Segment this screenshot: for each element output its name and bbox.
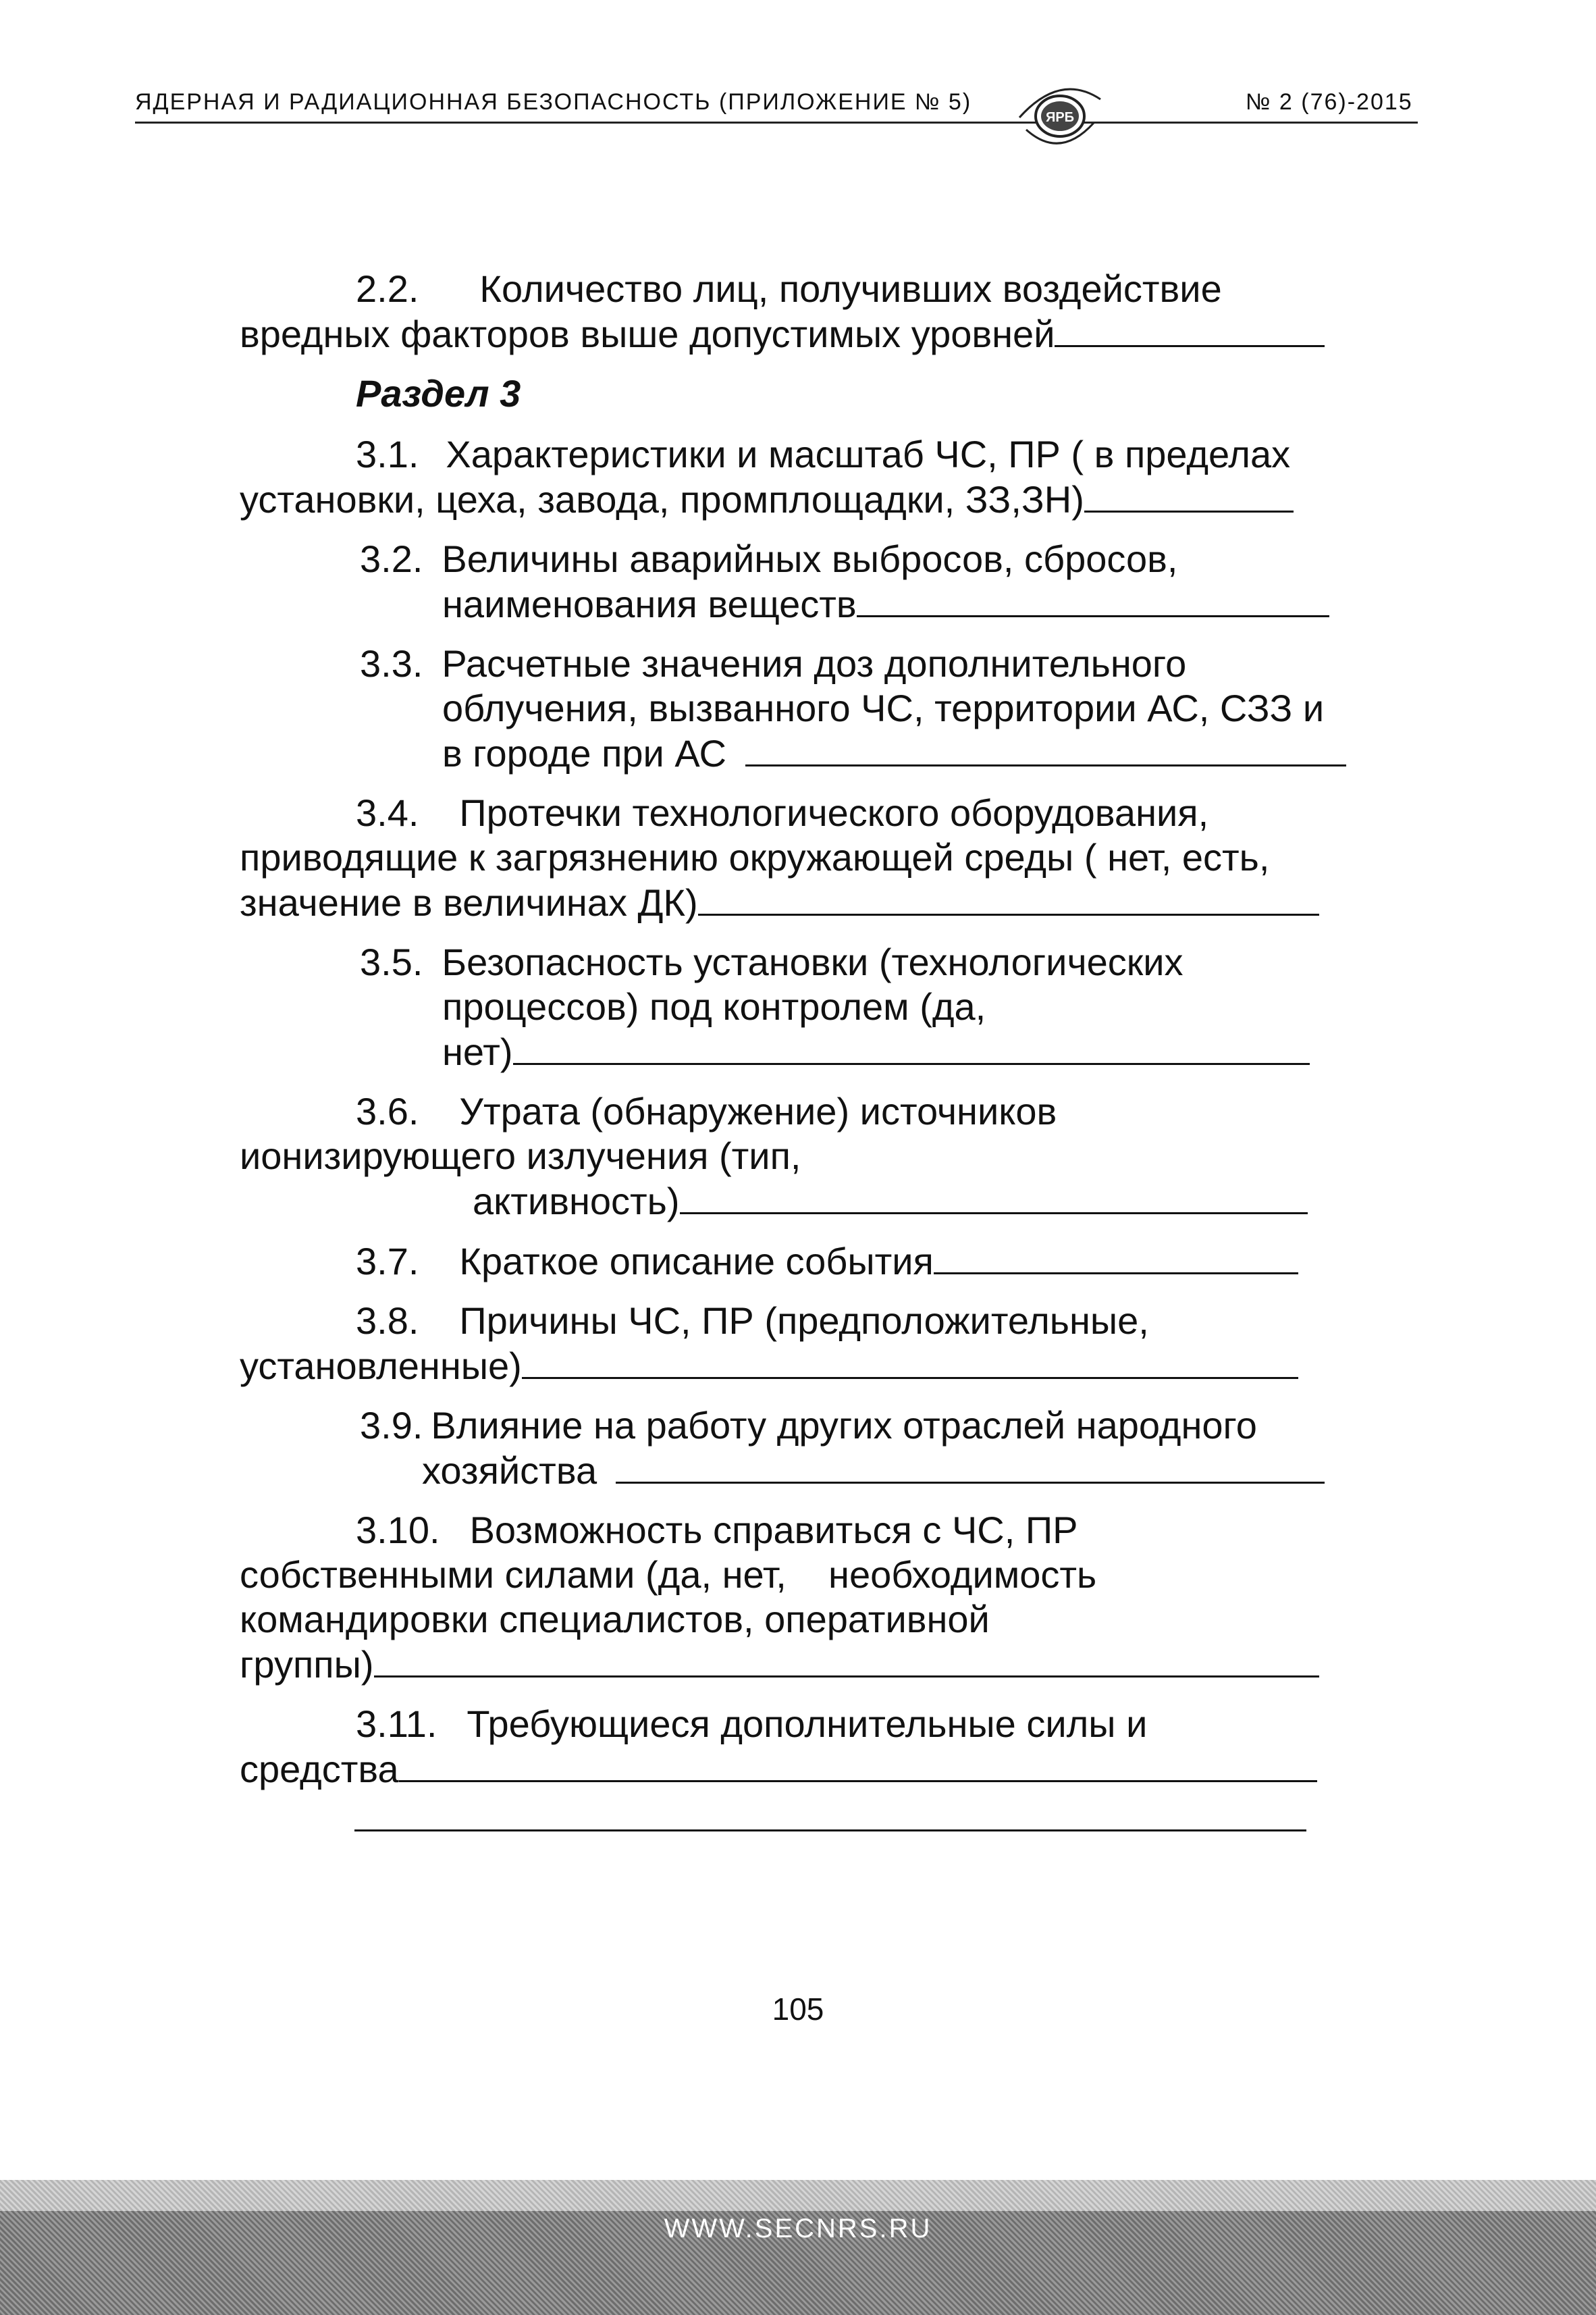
item-text: в городе при АС: [442, 732, 726, 775]
item-number: 3.9.: [360, 1404, 423, 1447]
item-number: 3.5.: [360, 941, 423, 983]
form-body: [240, 267, 1347, 1856]
item-text: наименования веществ: [442, 583, 857, 625]
item-3-4: [240, 791, 1347, 925]
item-text: Причины ЧС, ПР (предположительные,: [459, 1299, 1149, 1342]
blank-field[interactable]: [1055, 311, 1325, 347]
item-text: Величины аварийных выбросов, сбросов,: [442, 538, 1178, 580]
item-number: 3.6.: [356, 1090, 419, 1133]
blank-field[interactable]: [522, 1343, 1298, 1379]
item-text: средства: [240, 1748, 399, 1790]
item-text: собственными силами (да, нет, необходимость: [240, 1553, 1097, 1596]
item-2-2: [240, 267, 1347, 357]
item-3-2: [240, 537, 1347, 627]
blank-field[interactable]: [374, 1642, 1319, 1677]
item-number: 3.1.: [356, 433, 419, 475]
blank-field[interactable]: [680, 1178, 1308, 1214]
item-3-7: [240, 1239, 1347, 1284]
header-rule: [135, 122, 1418, 124]
blank-field[interactable]: [934, 1239, 1298, 1274]
item-text: Утрата (обнаружение) источников: [459, 1090, 1057, 1133]
item-3-8: [240, 1299, 1347, 1388]
item-text: Требующиеся дополнительные силы и: [467, 1702, 1148, 1745]
item-text: установленные): [240, 1345, 522, 1387]
blank-field[interactable]: [1084, 477, 1294, 513]
item-text: Количество лиц, получивших воздействие: [479, 267, 1222, 310]
item-number: 3.11.: [356, 1702, 437, 1745]
journal-title: ЯДЕРНАЯ И РАДИАЦИОННАЯ БЕЗОПАСНОСТЬ (ПРИЛОЖЕНИЕ № 5): [135, 89, 972, 115]
item-text: установки, цеха, завода, промплощадки, ЗЗ,ЗН): [240, 478, 1084, 521]
blank-field[interactable]: [616, 1448, 1325, 1484]
blank-field[interactable]: [698, 880, 1319, 916]
item-text: активность): [473, 1180, 680, 1222]
item-number: 2.2.: [356, 267, 419, 310]
footer-band: [0, 2180, 1596, 2315]
item-text: вредных факторов выше допустимых уровней: [240, 313, 1055, 355]
item-text: Протечки технологического оборудования,: [459, 791, 1209, 834]
blank-field[interactable]: [513, 1029, 1310, 1065]
item-3-9: [240, 1403, 1347, 1493]
page-number: 105: [772, 1992, 824, 2027]
blank-field[interactable]: [745, 731, 1346, 766]
item-text: командировки специалистов, оперативной: [240, 1598, 990, 1640]
section-title: Раздел 3: [356, 372, 521, 415]
blank-field[interactable]: [354, 1796, 1306, 1831]
item-number: 3.8.: [356, 1299, 419, 1342]
item-text: ионизирующего излучения (тип,: [240, 1135, 801, 1177]
item-text: значение в величинах ДК): [240, 881, 698, 924]
item-text: Краткое описание события: [459, 1240, 934, 1282]
journal-logo: [1013, 76, 1107, 150]
item-text: приводящие к загрязнению окружающей среды ( нет, есть,: [240, 836, 1270, 879]
issue-number: № 2 (76)-2015: [1246, 89, 1413, 115]
item-text: нет): [442, 1031, 513, 1073]
blank-field[interactable]: [857, 581, 1329, 617]
item-text: группы): [240, 1643, 374, 1686]
item-text: процессов) под контролем (да,: [442, 985, 986, 1028]
item-number: 3.3.: [360, 642, 423, 685]
item-text: Влияние на работу других отраслей народного: [431, 1404, 1257, 1447]
item-text: Характеристики и масштаб ЧС, ПР ( в пределах: [446, 433, 1291, 475]
item-number: 3.7.: [356, 1240, 419, 1282]
item-text: хозяйства: [422, 1449, 597, 1492]
item-number: 3.4.: [356, 791, 419, 834]
item-3-6: [240, 1089, 1347, 1224]
item-3-11: [240, 1702, 1347, 1841]
item-number: 3.2.: [360, 538, 423, 580]
item-text: облучения, вызванного ЧС, территории АС, СЗЗ и: [442, 687, 1325, 729]
item-3-5: [240, 940, 1347, 1074]
blank-field[interactable]: [399, 1746, 1317, 1782]
item-3-1: [240, 432, 1347, 522]
logo-lettering: ЯРБ: [1045, 110, 1075, 125]
item-3-3: [240, 642, 1347, 776]
item-text: Безопасность установки (технологических: [442, 941, 1183, 983]
item-number: 3.10.: [356, 1509, 440, 1551]
item-3-10: [240, 1508, 1347, 1687]
footer-url[interactable]: WWW.SECNRS.RU: [664, 2214, 932, 2243]
item-text: Расчетные значения доз дополнительного: [442, 642, 1187, 685]
item-text: Возможность справиться с ЧС, ПР: [469, 1509, 1078, 1551]
